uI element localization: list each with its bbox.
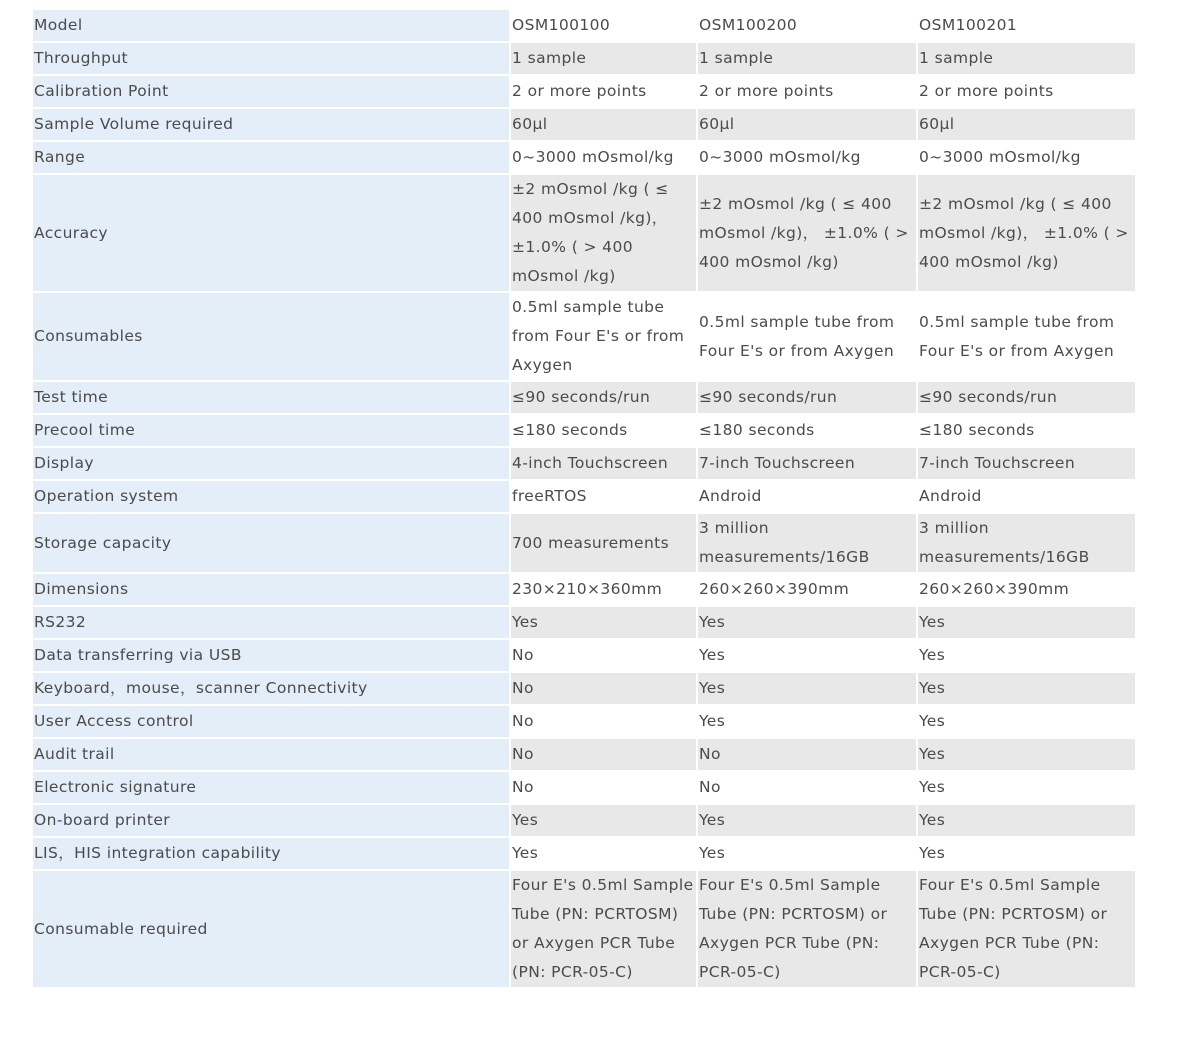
value-cell-model-3: Yes (918, 838, 1135, 869)
table-row (33, 481, 1135, 512)
table-row (33, 871, 1135, 987)
value-cell-model-2: 60μl (698, 109, 916, 140)
row-label: Audit trail (33, 739, 509, 770)
value-cell-model-3: ≤90 seconds/run (918, 382, 1135, 413)
row-label: On-board printer (33, 805, 509, 836)
value-cell-model-1: ±2 mOsmol /kg ( ≤ 400 mOsmol /kg)， ±1.0% ( > 400 mOsmol /kg) (511, 175, 696, 291)
table-row (33, 739, 1135, 770)
value-cell-model-1: No (511, 739, 696, 770)
table-row (33, 142, 1135, 173)
value-cell-model-2: 0.5ml sample tube from Four E's or from Axygen (698, 293, 916, 380)
value-cell-model-3: Four E's 0.5ml Sample Tube (PN: PCRTOSM) or Axygen PCR Tube (PN: PCR-05-C) (918, 871, 1135, 987)
value-cell-model-2: No (698, 772, 916, 803)
value-cell-model-3: 0~3000 mOsmol/kg (918, 142, 1135, 173)
value-cell-model-2: ≤180 seconds (698, 415, 916, 446)
value-cell-model-3: 260×260×390mm (918, 574, 1135, 605)
table-row (33, 772, 1135, 803)
row-label: User Access control (33, 706, 509, 737)
value-cell-model-1: freeRTOS (511, 481, 696, 512)
spec-table (31, 8, 1137, 989)
value-cell-model-3: Yes (918, 706, 1135, 737)
value-cell-model-1: 2 or more points (511, 76, 696, 107)
row-label: Model (33, 10, 509, 41)
value-cell-model-2: 7-inch Touchscreen (698, 448, 916, 479)
table-row (33, 706, 1135, 737)
value-cell-model-2: 3 million measurements/16GB (698, 514, 916, 572)
row-label: LIS，HIS integration capability (33, 838, 509, 869)
row-label: Storage capacity (33, 514, 509, 572)
row-label: Precool time (33, 415, 509, 446)
value-cell-model-2: OSM100200 (698, 10, 916, 41)
table-row (33, 382, 1135, 413)
value-cell-model-3: 2 or more points (918, 76, 1135, 107)
value-cell-model-3: Yes (918, 739, 1135, 770)
value-cell-model-2: Yes (698, 673, 916, 704)
value-cell-model-1: OSM100100 (511, 10, 696, 41)
value-cell-model-3: 1 sample (918, 43, 1135, 74)
spec-table-body (33, 10, 1135, 987)
value-cell-model-3: Yes (918, 673, 1135, 704)
row-label: Throughput (33, 43, 509, 74)
table-row (33, 109, 1135, 140)
value-cell-model-2: Four E's 0.5ml Sample Tube (PN: PCRTOSM) or Axygen PCR Tube (PN: PCR-05-C) (698, 871, 916, 987)
value-cell-model-2: Yes (698, 805, 916, 836)
table-row (33, 415, 1135, 446)
value-cell-model-1: 4-inch Touchscreen (511, 448, 696, 479)
value-cell-model-1: 0.5ml sample tube from Four E's or from Axygen (511, 293, 696, 380)
table-row (33, 640, 1135, 671)
value-cell-model-2: Yes (698, 607, 916, 638)
value-cell-model-1: No (511, 673, 696, 704)
value-cell-model-3: 3 million measurements/16GB (918, 514, 1135, 572)
table-row (33, 43, 1135, 74)
value-cell-model-1: No (511, 640, 696, 671)
value-cell-model-2: 260×260×390mm (698, 574, 916, 605)
value-cell-model-2: ±2 mOsmol /kg ( ≤ 400 mOsmol /kg)， ±1.0% ( > 400 mOsmol /kg) (698, 175, 916, 291)
value-cell-model-2: 0~3000 mOsmol/kg (698, 142, 916, 173)
value-cell-model-3: 7-inch Touchscreen (918, 448, 1135, 479)
value-cell-model-1: No (511, 772, 696, 803)
row-label: Range (33, 142, 509, 173)
table-row (33, 448, 1135, 479)
table-row (33, 175, 1135, 291)
row-label: Test time (33, 382, 509, 413)
table-row (33, 76, 1135, 107)
row-label: RS232 (33, 607, 509, 638)
value-cell-model-2: No (698, 739, 916, 770)
value-cell-model-2: 1 sample (698, 43, 916, 74)
value-cell-model-2: Yes (698, 640, 916, 671)
value-cell-model-1: Yes (511, 607, 696, 638)
value-cell-model-1: 1 sample (511, 43, 696, 74)
table-row (33, 514, 1135, 572)
value-cell-model-1: 60μl (511, 109, 696, 140)
value-cell-model-3: 0.5ml sample tube from Four E's or from Axygen (918, 293, 1135, 380)
value-cell-model-3: OSM100201 (918, 10, 1135, 41)
table-row (33, 838, 1135, 869)
table-row (33, 673, 1135, 704)
row-label: Dimensions (33, 574, 509, 605)
table-row (33, 10, 1135, 41)
value-cell-model-1: No (511, 706, 696, 737)
value-cell-model-1: ≤90 seconds/run (511, 382, 696, 413)
value-cell-model-2: Yes (698, 706, 916, 737)
value-cell-model-3: Yes (918, 805, 1135, 836)
value-cell-model-1: 230×210×360mm (511, 574, 696, 605)
row-label: Calibration Point (33, 76, 509, 107)
row-label: Data transferring via USB (33, 640, 509, 671)
row-label: Operation system (33, 481, 509, 512)
row-label: Display (33, 448, 509, 479)
value-cell-model-2: 2 or more points (698, 76, 916, 107)
value-cell-model-2: ≤90 seconds/run (698, 382, 916, 413)
row-label: Consumable required (33, 871, 509, 987)
table-row (33, 293, 1135, 380)
value-cell-model-3: ≤180 seconds (918, 415, 1135, 446)
value-cell-model-1: Yes (511, 805, 696, 836)
row-label: Sample Volume required (33, 109, 509, 140)
value-cell-model-2: Android (698, 481, 916, 512)
value-cell-model-3: Yes (918, 772, 1135, 803)
value-cell-model-1: Four E's 0.5ml Sample Tube (PN: PCRTOSM) or Axygen PCR Tube (PN: PCR-05-C) (511, 871, 696, 987)
row-label: Keyboard，mouse，scanner Connectivity (33, 673, 509, 704)
value-cell-model-1: 700 measurements (511, 514, 696, 572)
value-cell-model-1: 0~3000 mOsmol/kg (511, 142, 696, 173)
row-label: Accuracy (33, 175, 509, 291)
table-row (33, 574, 1135, 605)
value-cell-model-2: Yes (698, 838, 916, 869)
row-label: Consumables (33, 293, 509, 380)
value-cell-model-3: 60μl (918, 109, 1135, 140)
row-label: Electronic signature (33, 772, 509, 803)
value-cell-model-1: ≤180 seconds (511, 415, 696, 446)
value-cell-model-3: Android (918, 481, 1135, 512)
spec-table-container (33, 10, 1135, 987)
value-cell-model-3: Yes (918, 640, 1135, 671)
value-cell-model-1: Yes (511, 838, 696, 869)
value-cell-model-3: ±2 mOsmol /kg ( ≤ 400 mOsmol /kg)， ±1.0% ( > 400 mOsmol /kg) (918, 175, 1135, 291)
value-cell-model-3: Yes (918, 607, 1135, 638)
table-row (33, 607, 1135, 638)
table-row (33, 805, 1135, 836)
